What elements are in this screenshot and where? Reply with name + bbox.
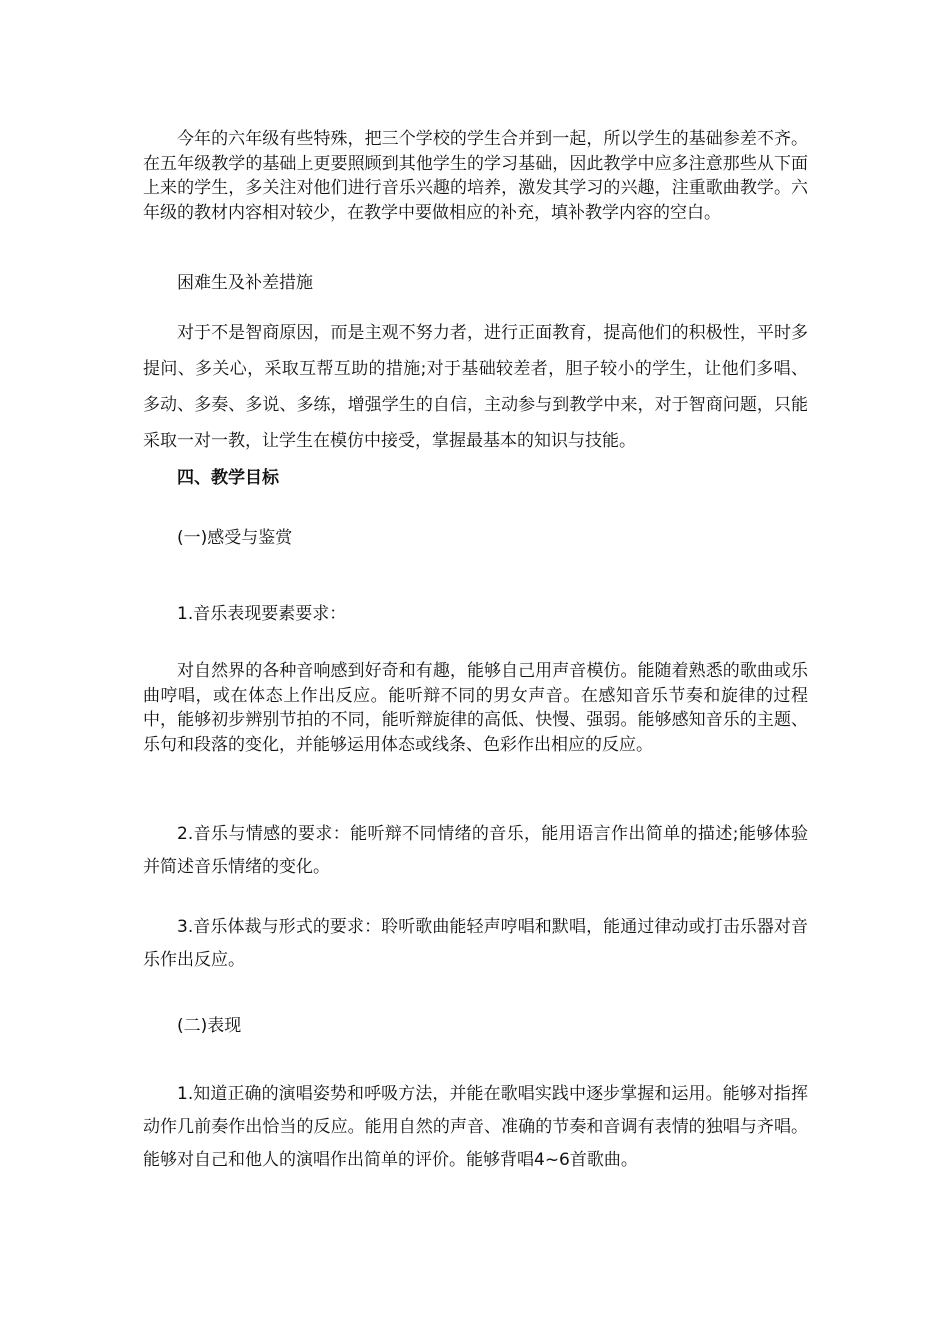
paragraph-singing: 1.知道正确的演唱姿势和呼吸方法，并能在歌唱实践中逐步掌握和运用。能够对指挥动作几前奏作出恰当的反应。能用自然的声音、准确的节奏和音调有表情的独唱与齐唱。能够对自己和他人的演唱作出简单的评价。能够背唱4~6首歌曲。 [143, 1084, 808, 1170]
paragraph-music-genre: 3.音乐体裁与形式的要求：聆听歌曲能轻声哼唱和默唱，能通过律动或打击乐器对音乐作出反应。 [143, 917, 808, 970]
heading-difficult-students: 困难生及补差措施 [177, 273, 313, 293]
paragraph-music-elements: 对自然界的各种音响感到好奇和有趣，能够自己用声音模仿。能随着熟悉的歌曲或乐曲哼唱，或在体态上作出反应。能听辩不同的男女声音。在感知音乐节奏和旋律的过程中，能够初步辨别节拍的不同，能听辩旋律的高低、快慢、强弱。能够感知音乐的主题、乐句和段落的变化，并能够运用体态或线条、色彩作出相应的反应。 [143, 661, 808, 755]
paragraph-music-emotion: 2.音乐与情感的要求：能听辩不同情绪的音乐，能用语言作出简单的描述;能够体验并简述音乐情绪的变化。 [143, 824, 808, 877]
paragraph-class-situation: 今年的六年级有些特殊，把三个学校的学生合并到一起，所以学生的基础参差不齐。在五年级教学的基础上更要照顾到其他学生的学习基础，因此教学中应多注意那些从下面上来的学生，多关注对他们进行音乐兴趣的培养，激发其学习的兴趣，注重歌曲教学。六年级的教材内容相对较少，在教学中要做相应的补充，填补教学内容的空白。 [143, 129, 808, 223]
heading-teaching-goals: 四、教学目标 [177, 468, 279, 488]
heading-music-elements: 1.音乐表现要素要求： [177, 604, 347, 624]
heading-performance: (二)表现 [177, 1016, 242, 1036]
heading-appreciation: (一)感受与鉴赏 [177, 528, 293, 548]
paragraph-remedial-measures: 对于不是智商原因，而是主观不努力者，进行正面教育，提高他们的积极性，平时多提问、多关心，采取互帮互助的措施;对于基础较差者，胆子较小的学生，让他们多唱、多动、多奏、多说、多练，增强学生的自信，主动参与到教学中来，对于智商问题，只能采取一对一教，让学生在模仿中接受，掌握最基本的知识与技能。 [143, 323, 808, 451]
